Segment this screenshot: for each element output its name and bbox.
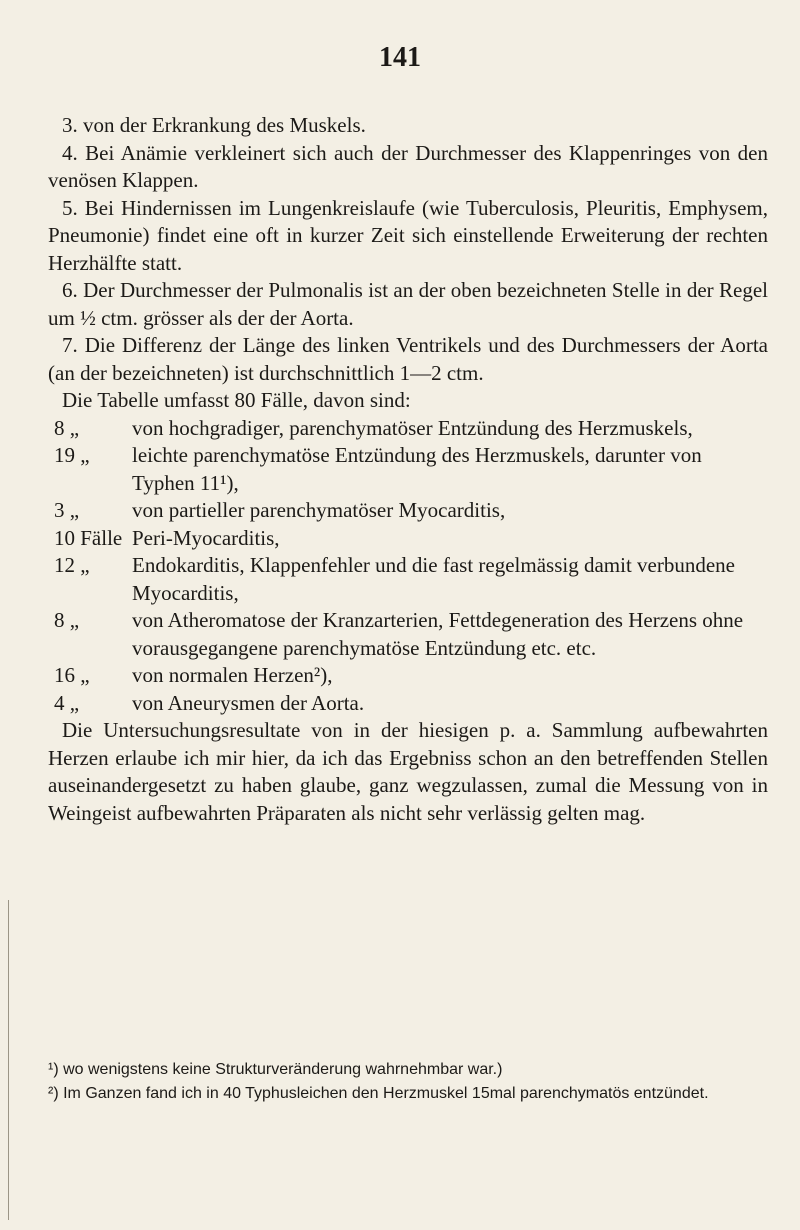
case-row	[48, 690, 768, 718]
case-count: 19 „	[54, 443, 90, 467]
case-count: 10 Fälle	[54, 525, 123, 550]
footnote-1: ¹) wo wenigstens keine Strukturveränderung wahrnehmbar war.)	[48, 1061, 503, 1078]
case-description: Endokarditis, Klappenfehler und die fast regelmässig damit verbundene Myocarditis,	[132, 553, 735, 605]
table-intro: Die Tabelle umfasst 80 Fälle, davon sind:	[62, 388, 411, 412]
case-count: 8 „	[54, 415, 80, 440]
main-text	[48, 112, 768, 827]
case-count: 3 „	[54, 498, 80, 522]
case-row	[48, 552, 768, 607]
paragraph-6: 6. Der Durchmesser der Pulmonalis ist an der oben bezeichneten Stelle in der Regel um ½ ctm. grösser als der der Aorta.	[48, 278, 768, 330]
case-description: von partieller parenchymatöser Myocarditis,	[132, 498, 506, 522]
case-description: von normalen Herzen²),	[132, 663, 333, 687]
paragraph-5: 5. Bei Hindernissen im Lungenkreislaufe (wie Tuberculosis, Pleuritis, Emphysem, Pneumonie) findet eine oft in kurzer Zeit sich einstellende Erweiterung der rechten Herzhälfte statt.	[48, 195, 768, 275]
footnotes	[48, 1058, 768, 1106]
page-number: 141	[379, 42, 421, 73]
paragraph-4: 4. Bei Anämie verkleinert sich auch der Durchmesser des Klappenringes von den venösen Klappen.	[48, 140, 768, 192]
case-row	[48, 497, 768, 525]
case-description: leichte parenchymatöse Entzündung des Herzmuskels, darunter von Typhen 11¹),	[132, 443, 702, 495]
case-description: von Aneurysmen der Aorta.	[132, 690, 365, 715]
case-count: 8 „	[54, 608, 80, 632]
case-row	[48, 442, 768, 497]
page-edge-shadow	[8, 900, 9, 1220]
case-row	[48, 607, 768, 662]
case-description: Peri-Myocarditis,	[132, 525, 280, 550]
case-row	[48, 525, 768, 553]
case-description: von hochgradiger, parenchymatöser Entzündung des Herzmuskels,	[132, 415, 693, 440]
case-count: 4 „	[54, 690, 80, 715]
case-list	[48, 415, 768, 718]
case-description: von Atheromatose der Kranzarterien, Fettdegeneration des Herzens ohne vorausgegangene parenchymatöse Entzündung etc. etc.	[132, 608, 744, 660]
paragraph-3: 3. von der Erkrankung des Muskels.	[62, 113, 366, 137]
footnote-2: ²) Im Ganzen fand ich in 40 Typhusleichen den Herzmuskel 15mal parenchymatös entzündet.	[48, 1085, 709, 1102]
paragraph-7: 7. Die Differenz der Länge des linken Ventrikels und des Durchmessers der Aorta (an der bezeichneten) ist durchschnittlich 1—2 ctm.	[48, 333, 768, 385]
closing-paragraph: Die Untersuchungsresultate von in der hiesigen p. a. Sammlung aufbewahrten Herzen erlaube ich mir hier, da ich das Ergebniss schon an den betreffenden Stellen auseinandergesetzt zu haben glaube, ganz wegzulassen, zumal die Messung von in Weingeist aufbewahrten Präparaten als nicht sehr verlässig gelten mag.	[48, 718, 768, 825]
case-row	[48, 415, 768, 443]
case-row	[48, 662, 768, 690]
case-count: 12 „	[54, 553, 90, 577]
case-count: 16 „	[54, 663, 90, 687]
